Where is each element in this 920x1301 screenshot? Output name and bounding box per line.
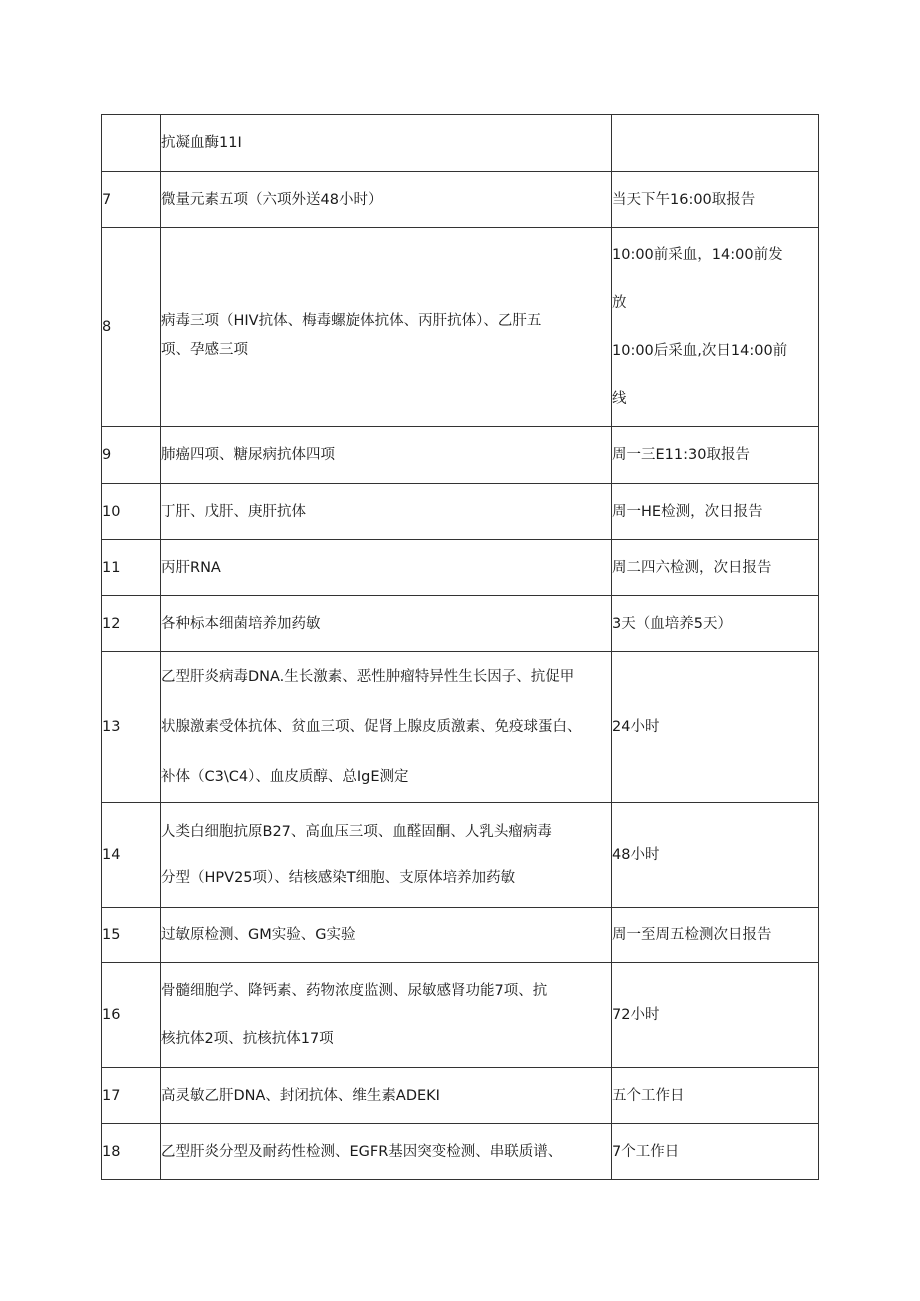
table-row: [102, 908, 819, 963]
row-number-cell: 17: [102, 1068, 161, 1124]
test-item-line: 补体（C3\C4）、血皮质醇、总IgE测定: [161, 769, 409, 785]
report-time-line: 放: [612, 295, 627, 311]
report-time-line: 48小时: [612, 847, 660, 863]
report-time-line: 7个工作日: [612, 1143, 680, 1160]
row-number-cell: 12: [102, 596, 161, 652]
table-row: [102, 803, 819, 908]
table-row: [102, 484, 819, 540]
row-number-cell: 13: [102, 652, 161, 803]
row-number-cell: 7: [102, 172, 161, 228]
report-time-line: 线: [612, 391, 627, 407]
test-item-line: 高灵敏乙肝DNA、封闭抗体、维生素ADEKI: [161, 1087, 440, 1104]
table-row: [102, 427, 819, 484]
test-item-line: 骨髓细胞学、降钙素、药物浓度监测、尿敏感肾功能7项、抗: [161, 983, 548, 999]
test-schedule-table: [101, 114, 819, 1180]
report-time-line: 当天下午16:00取报告: [612, 191, 756, 208]
test-item-line: 乙型肝炎病毒DNA.生长激素、恶性肿瘤特异性生长因子、抗促甲: [161, 669, 575, 685]
test-item-line: 项、孕感三项: [161, 342, 248, 358]
row-number-cell: 14: [102, 803, 161, 908]
test-item-cell: [161, 1124, 612, 1180]
test-item-cell: [161, 427, 612, 484]
row-number-cell: 16: [102, 963, 161, 1068]
test-item-cell: [161, 652, 612, 803]
report-time-line: 24小时: [612, 719, 660, 735]
row-number-cell: 11: [102, 540, 161, 596]
report-time-cell: [612, 115, 819, 172]
table-row: [102, 540, 819, 596]
test-item-line: 各种标本细菌培养加药敏: [161, 615, 321, 632]
test-item-line: 丙肝RNA: [161, 559, 221, 576]
test-item-cell: [161, 484, 612, 540]
test-item-cell: [161, 596, 612, 652]
test-item-line: 肺癌四项、糖尿病抗体四项: [161, 447, 335, 463]
test-item-line: 状腺激素受体抗体、贫血三项、促肾上腺皮质激素、免疫球蛋白、: [161, 719, 582, 735]
table-row: [102, 652, 819, 803]
row-number-cell: [102, 115, 161, 172]
test-item-line: 抗凝血酶11I: [161, 135, 242, 151]
test-item-line: 人类白细胞抗原B27、高血压三项、血醛固酮、人乳头瘤病毒: [161, 824, 552, 840]
test-item-line: 乙型肝炎分型及耐药性检测、EGFR基因突变检测、串联质谱、: [161, 1143, 563, 1160]
report-time-cell: [612, 228, 819, 427]
table-row: [102, 596, 819, 652]
report-time-cell: [612, 172, 819, 228]
table-row: [102, 172, 819, 228]
report-time-line: 10:00后采血,次日14:00前: [612, 343, 788, 359]
table-row: [102, 1068, 819, 1124]
report-time-line: 10:00前采血，14:00前发: [612, 247, 783, 263]
row-number-cell: 9: [102, 427, 161, 484]
test-item-line: 丁肝、戊肝、庚肝抗体: [161, 503, 306, 520]
test-item-cell: [161, 803, 612, 908]
table-row: [102, 963, 819, 1068]
row-number-cell: 18: [102, 1124, 161, 1180]
test-item-cell: [161, 963, 612, 1068]
report-time-line: 五个工作日: [612, 1087, 685, 1104]
table-row: [102, 228, 819, 427]
row-number-cell: 10: [102, 484, 161, 540]
row-number-cell: 8: [102, 228, 161, 427]
report-time-cell: [612, 908, 819, 963]
test-item-cell: [161, 1068, 612, 1124]
report-time-cell: [612, 427, 819, 484]
report-time-cell: [612, 484, 819, 540]
report-time-cell: [612, 1124, 819, 1180]
report-time-cell: [612, 803, 819, 908]
report-time-line: 3天（血培养5天）: [612, 615, 732, 632]
report-time-line: 周一三E11:30取报告: [612, 447, 750, 463]
report-time-cell: [612, 540, 819, 596]
report-time-cell: [612, 1068, 819, 1124]
test-item-line: 分型（HPV25项）、结核感染T细胞、支原体培养加药敏: [161, 870, 516, 886]
report-time-cell: [612, 596, 819, 652]
test-item-cell: [161, 228, 612, 427]
row-number-cell: 15: [102, 908, 161, 963]
report-time-cell: [612, 963, 819, 1068]
test-item-line: 过敏原检测、GM实验、G实验: [161, 927, 356, 943]
test-item-cell: [161, 908, 612, 963]
table-row: [102, 115, 819, 172]
table-row: [102, 1124, 819, 1180]
report-time-cell: [612, 652, 819, 803]
report-time-line: 周一至周五检测次日报告: [612, 927, 772, 943]
test-item-line: 病毒三项（HIV抗体、梅毒螺旋体抗体、丙肝抗体）、乙肝五: [161, 313, 542, 329]
test-item-cell: [161, 172, 612, 228]
report-time-line: 72小时: [612, 1007, 660, 1023]
test-item-line: 微量元素五项（六项外送48小时）: [161, 191, 383, 208]
test-item-line: 核抗体2项、抗核抗体17项: [161, 1031, 334, 1047]
test-item-cell: [161, 540, 612, 596]
report-time-line: 周一HE检测，次日报告: [612, 503, 763, 520]
report-time-line: 周二四六检测，次日报告: [612, 559, 772, 576]
test-item-cell: [161, 115, 612, 172]
